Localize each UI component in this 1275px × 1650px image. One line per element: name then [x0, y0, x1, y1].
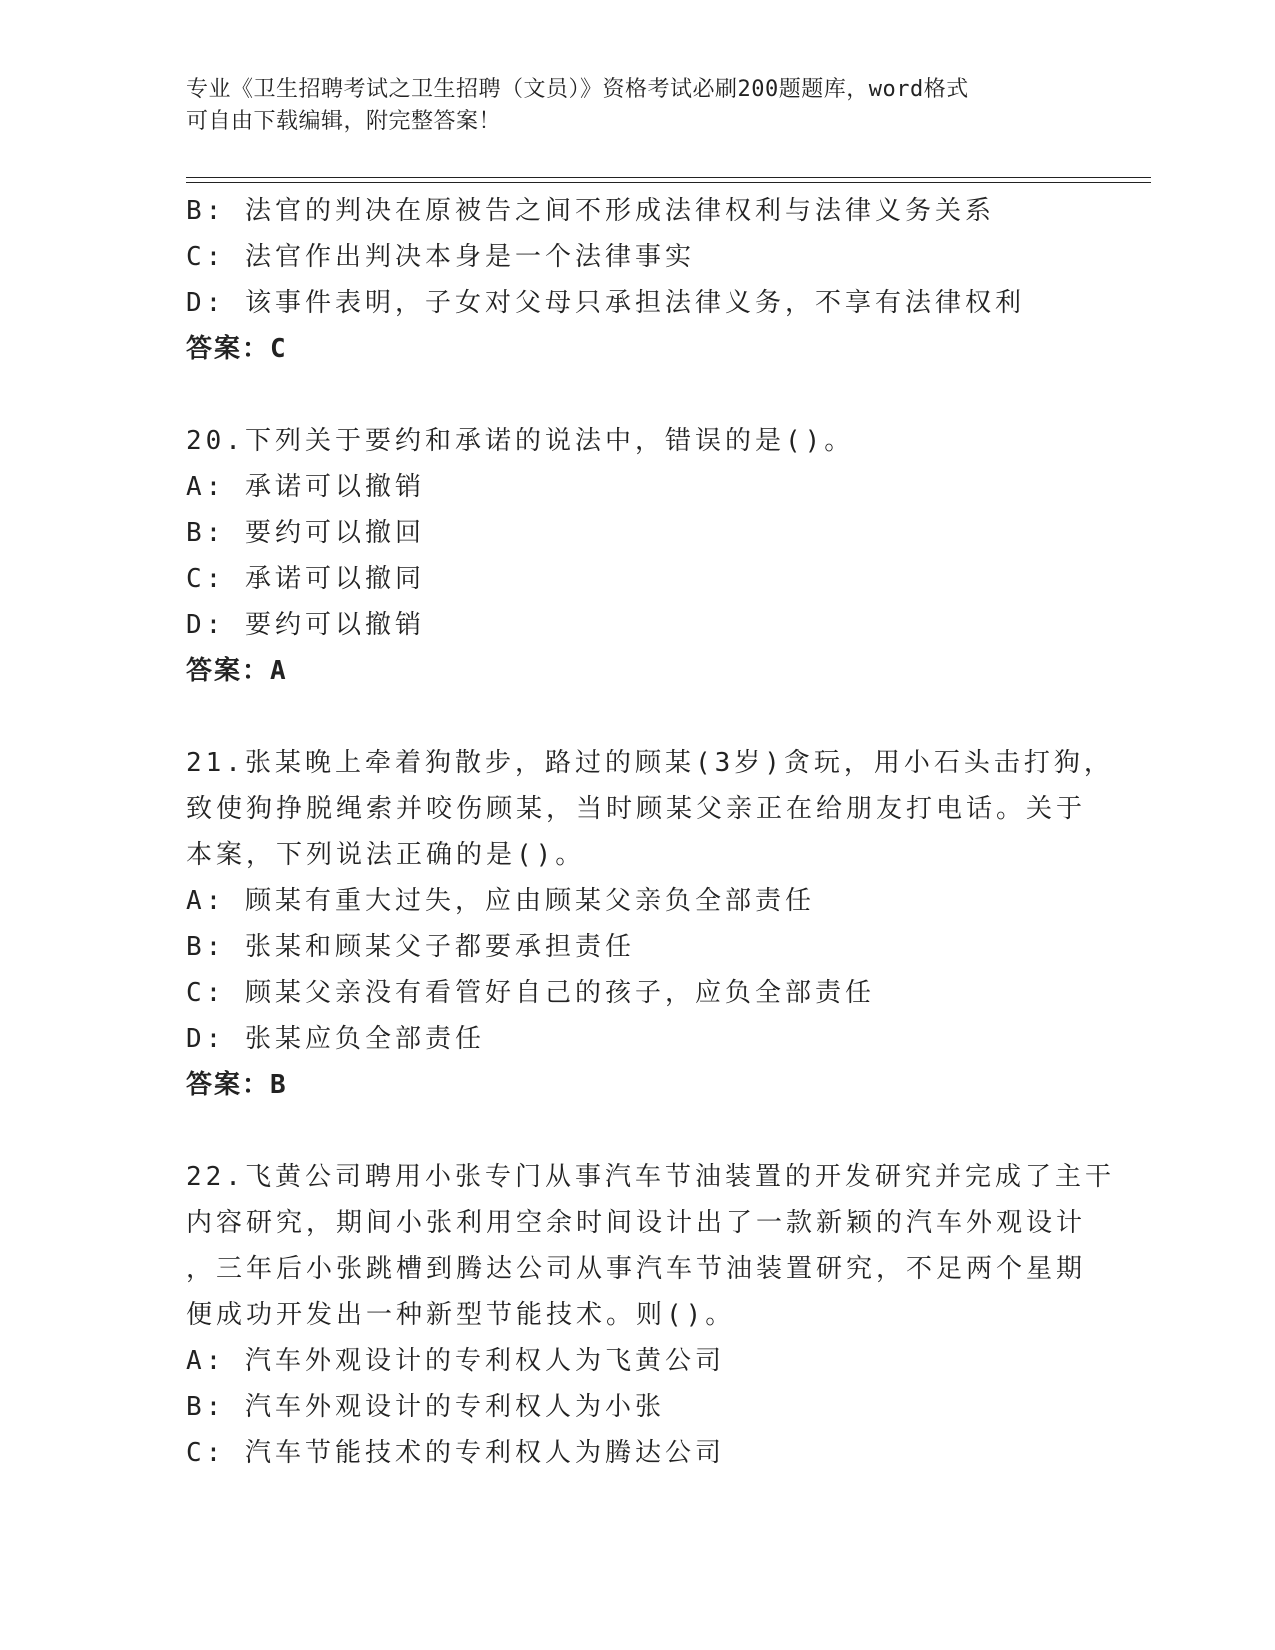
header-line-1: 专业《卫生招聘考试之卫生招聘（文员）》资格考试必刷200题题库，word格式 — [186, 77, 969, 102]
option-d: D: 该事件表明，子女对父母只承担法律义务，不享有法律权利 — [186, 288, 1025, 318]
option-c: C: 顾某父亲没有看管好自己的孩子，应负全部责任 — [186, 978, 875, 1008]
option-a: A: 承诺可以撤销 — [186, 472, 425, 502]
option-a: A: 顾某有重大过失，应由顾某父亲负全部责任 — [186, 886, 815, 916]
option-c: C: 承诺可以撤同 — [186, 564, 425, 594]
question-stem-line: 本案，下列说法正确的是()。 — [186, 840, 586, 870]
option-b: B: 汽车外观设计的专利权人为小张 — [186, 1392, 665, 1422]
option-a: A: 汽车外观设计的专利权人为飞黄公司 — [186, 1346, 725, 1376]
question-stem: 20.下列关于要约和承诺的说法中，错误的是()。 — [186, 426, 855, 456]
document-header — [186, 74, 1066, 138]
question-stem-line: 21.张某晚上牵着狗散步，路过的顾某(3岁)贪玩，用小石头击打狗， — [186, 748, 1114, 778]
header-line-2: 可自由下载编辑，附完整答案！ — [186, 109, 502, 134]
question-stem-line: 便成功开发出一种新型节能技术。则()。 — [186, 1300, 736, 1330]
question-21 — [186, 740, 1114, 1108]
spacer — [186, 372, 1086, 418]
question-20 — [186, 418, 1086, 694]
option-c: C: 汽车节能技术的专利权人为腾达公司 — [186, 1438, 725, 1468]
question-19-tail — [186, 188, 1086, 372]
spacer — [186, 1108, 1086, 1154]
answer-label: 答案：C — [186, 334, 288, 364]
option-b: B: 法官的判决在原被告之间不形成法律权利与法律义务关系 — [186, 196, 995, 226]
question-22 — [186, 1154, 1115, 1476]
option-d: D: 要约可以撤销 — [186, 610, 425, 640]
option-c: C: 法官作出判决本身是一个法律事实 — [186, 242, 695, 272]
option-b: B: 要约可以撤回 — [186, 518, 425, 548]
question-stem-line: 致使狗挣脱绳索并咬伤顾某，当时顾某父亲正在给朋友打电话。关于 — [186, 794, 1087, 824]
spacer — [186, 694, 1086, 740]
question-content — [186, 188, 1115, 1476]
answer-label: 答案：A — [186, 656, 288, 686]
option-d: D: 张某应负全部责任 — [186, 1024, 485, 1054]
answer-label: 答案：B — [186, 1070, 288, 1100]
header-rule-bottom — [186, 182, 1151, 183]
question-stem-line: 内容研究，期间小张利用空余时间设计出了一款新颖的汽车外观设计 — [186, 1208, 1087, 1238]
question-stem-line: 22.飞黄公司聘用小张专门从事汽车节油装置的开发研究并完成了主干 — [186, 1162, 1115, 1192]
question-stem-line: ，三年后小张跳槽到腾达公司从事汽车节油装置研究，不足两个星期 — [186, 1254, 1087, 1284]
header-rule-top — [186, 177, 1151, 178]
option-b: B: 张某和顾某父子都要承担责任 — [186, 932, 635, 962]
